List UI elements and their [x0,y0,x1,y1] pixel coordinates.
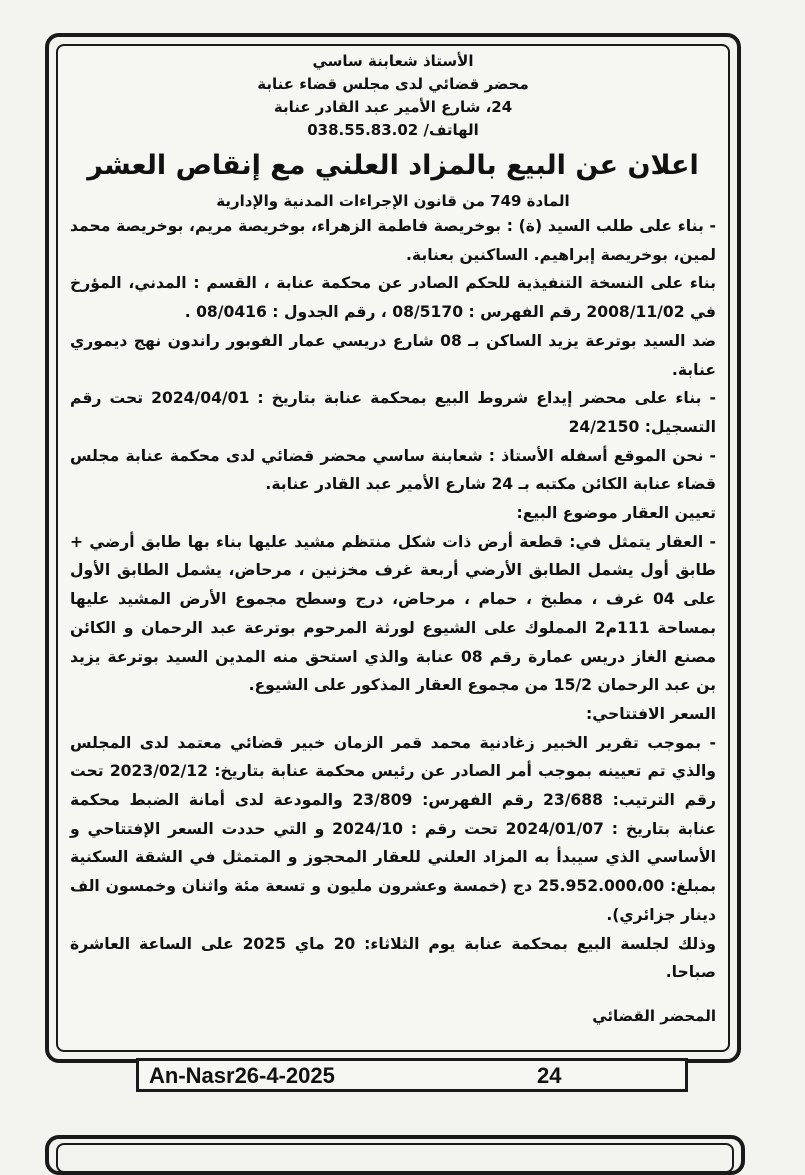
bailiff-title: محضر قضائي لدى مجلس قضاء عنابة [257,75,529,93]
paragraph-request: - بناء على طلب السيد (ة) : بوخريصة فاطمة الزهراء، بوخريصة مريم، بوخريصة محمد لمين، بوخريصة إبراهيم. الساكنين بعنابة. [70,217,716,264]
page-number: 24 [537,1063,562,1088]
announcement-title: اعلان عن البيع بالمزاد العلني مع إنقاص العشر [87,150,699,181]
announcement-body [70,212,716,987]
paragraph-price: - بموجب تقرير الخبير زغادنية محمد قمر الزمان خبير قضائي معتمد لدى المجلس والذي تم تعيينه بموجب أمر الصادر عن رئيس محكمة عنابة بتاريخ: 2023/02/12 تحت رقم الترتيب: 23/688 رقم الفهرس: 23/809 والمودعة لدى أمانة الضبط محكمة عنابة بتاريخ : 2024/01/07 تحت رقم : 2024/10 و التي حددت السعر الإفتتاحي و الأساسي الذي سيبدأ به المزاد العلني للعقار المحجوز و المتمثل في الشقة السكنية بمبلغ: 25.952.000،00 دج (خمسة وعشرون مليون و تسعة مئة واثنان وخمسون الف دينار جزائري). [70,733,717,924]
announcement-content [70,50,716,1040]
bailiff-header [70,50,716,142]
paragraph-price-heading: السعر الافتتاحي: [585,704,716,723]
bailiff-address: 24، شارع الأمير عبد القادر عنابة [273,98,513,116]
paragraph-session: وذلك لجلسة البيع بمحكمة عنابة يوم الثلاثاء: 20 ماي 2025 على الساعة العاشرة صباحا. [70,934,716,982]
signature: المحضر القضائي [592,1006,716,1025]
publication-date: An-Nasr26-4-2025 [149,1063,335,1088]
paragraph-property-heading: تعيين العقار موضوع البيع: [516,504,716,523]
bailiff-name: الأستاذ شعابنة ساسي [312,52,474,70]
paragraph-debtor: ضد السيد بوترعة يزيد الساكن بـ 08 شارع دريسي عمار الفوبور راندون نهج ديموري عنابة. [70,331,717,379]
paragraph-conditions: - بناء على محضر إيداع شروط البيع بمحكمة عنابة بتاريخ : 2024/04/01 تحت رقم التسجيل: 24/2150 [70,389,716,436]
paragraph-judgment: بناء على النسخة التنفيذية للحكم الصادر عن محكمة عنابة ، القسم : المدني، المؤرخ في 2008/11/02 رقم الفهرس : 08/5170 ، رقم الجدول : 08/0416 . [70,274,716,322]
paragraph-property: - العقار يتمثل في: قطعة أرض ذات شكل منتظم مشيد عليها بناء بها طابق أرضي + طابق أول يشمل الطابق الأرضي أربعة غرف مخزنين ، مرحاض، يشمل الطابق الأول على 04 غرف ، مطبخ ، حمام ، مرحاض، درج وسطح مجموع الأرض المشيد عليها بمساحة 111م2 المملوك على الشيوع لورثة المرحوم بوترعة عبد الرحمان و الكائن مصنع الغاز دريس عمارة رقم 08 عنابة والذي استحق منه المدين السيد بوترعة يزيد بن عبد الرحمان 15/2 من مجموع العقار المذكور على الشيوع. [70,532,716,695]
bailiff-phone: الهاتف/ 038.55.83.02 [307,121,479,139]
publication-footer [136,1058,688,1092]
next-ad-border-inner [56,1143,734,1173]
paragraph-bailiff: - نحن الموقع أسفله الأستاذ : شعابنة ساسي محضر قضائي لدى محكمة عنابة مجلس قضاء عنابة الكائن مكتبه بـ 24 شارع الأمير عبد القادر عنابة. [70,446,716,494]
legal-article: المادة 749 من قانون الإجراءات المدنية والإدارية [216,192,570,210]
